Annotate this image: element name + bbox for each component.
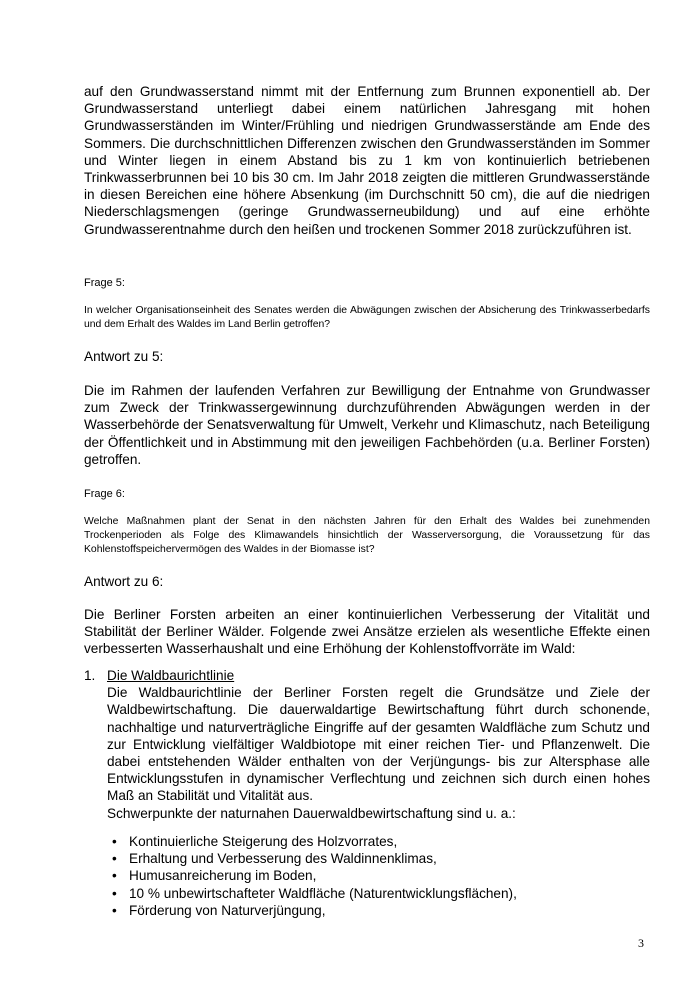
item-title: Die Waldbaurichtlinie (107, 668, 235, 683)
antwort-5-label: Antwort zu 5: (84, 349, 164, 364)
antwort-5-text: Die im Rahmen der laufenden Verfahren zur Bewilligung der Entnahme von Grundwasser zum Zweck der Trinkwassergewinnung durchzuführenden Abwägungen werden in der Wasserbehörde der Senatsverwaltung für Umwelt, Verkehr und Klimaschutz, nach Beteiligung der Öffentlichkeit und in Abstimmung mit den jeweiligen Fachbehörden (u.a. Berliner Forsten) getroffen. (84, 383, 650, 467)
frage-6-label: Frage 6: (84, 488, 125, 500)
item-number: 1. (84, 668, 96, 683)
bullet-list (107, 833, 650, 919)
frage-6-text: Welche Maßnahmen plant der Senat in den nächsten Jahren für den Erhalt des Waldes bei zunehmenden Trockenperioden als Folge des Klimawandels hinsichtlich der Wasserversorgung, die Voraussetzung für das Kohlenstoffspeichervermögen des Waldes in der Biomasse ist? (84, 516, 650, 555)
item-text: Die Waldbaurichtlinie der Berliner Forsten regelt die Grundsätze und Ziele der Waldbewirtschaftung. Die dauerwaldartige Bewirtschaftung führt durch schonende, nachhaltige und naturverträgliche Eingriffe auf der gesamten Waldfläche zum Schutz und zur Entwicklung vielfältiger Waldbiotope mit einer reichen Tier- und Pflanzenwelt. Die dabei entstehenden Wälder enthalten von der Verjüngungs- bis zur Altersphase alle Entwicklungsstufen in dynamischer Verflechtung und zeichnen sich durch einen hohes Maß an Stabilität und Vitalität aus. (107, 685, 650, 804)
list-item: • Humusanreicherung im Boden, (107, 867, 650, 884)
antwort-6-label: Antwort zu 6: (84, 574, 164, 589)
list-item: • Kontinuierliche Steigerung des Holzvorrates, (107, 833, 650, 850)
intro-paragraph: auf den Grundwasserstand nimmt mit der Entfernung zum Brunnen exponentiell ab. Der Grundwasserstand unterliegt dabei einem natürlichen Jahresgang mit hohen Grundwasserständen im Winter/Frühling und niedrigen Grundwasserstände am Ende des Sommers. Die durchschnittlichen Differenzen zwischen den Grundwasserständen im Sommer und Winter liegen in einem Abstand bis zu 1 km von kontinuierlich betriebenen Trinkwasserbrunnen bei 10 bis 30 cm. Im Jahr 2018 zeigten die mittleren Grundwasserstände in diesen Bereichen eine höhere Absenkung (im Durchschnitt 50 cm), die auf die niedrigen Niederschlagsmengen (geringe Grundwasserneubildung) und auf eine erhöhte Grundwasserentnahme durch den heißen und trockenen Sommer 2018 zurückzuführen ist. (84, 84, 650, 237)
frage-5-text: In welcher Organisationseinheit des Senates werden die Abwägungen zwischen der Absicherung des Trinkwasserbedarfs und dem Erhalt des Waldes im Land Berlin getroffen? (84, 305, 650, 330)
list-item: • Erhaltung und Verbesserung des Waldinnenklimas, (107, 850, 650, 867)
list-item: • Förderung von Naturverjüngung, (107, 902, 650, 919)
antwort-6-text: Die Berliner Forsten arbeiten an einer kontinuierlichen Verbesserung der Vitalität und Stabilität der Berliner Wälder. Folgende zwei Ansätze erzielen als wesentliche Effekte einen verbesserten Wasserhaushalt und eine Erhöhung der Kohlenstoffvorräte im Wald: (84, 607, 650, 657)
list-item: • 10 % unbewirtschafteter Waldfläche (Naturentwicklungsflächen), (107, 885, 650, 902)
schwerpunkte-intro: Schwerpunkte der naturnahen Dauerwaldbewirtschaftung sind u. a.: (107, 805, 516, 821)
frage-5-label: Frage 5: (84, 277, 125, 289)
page-number: 3 (638, 936, 644, 950)
